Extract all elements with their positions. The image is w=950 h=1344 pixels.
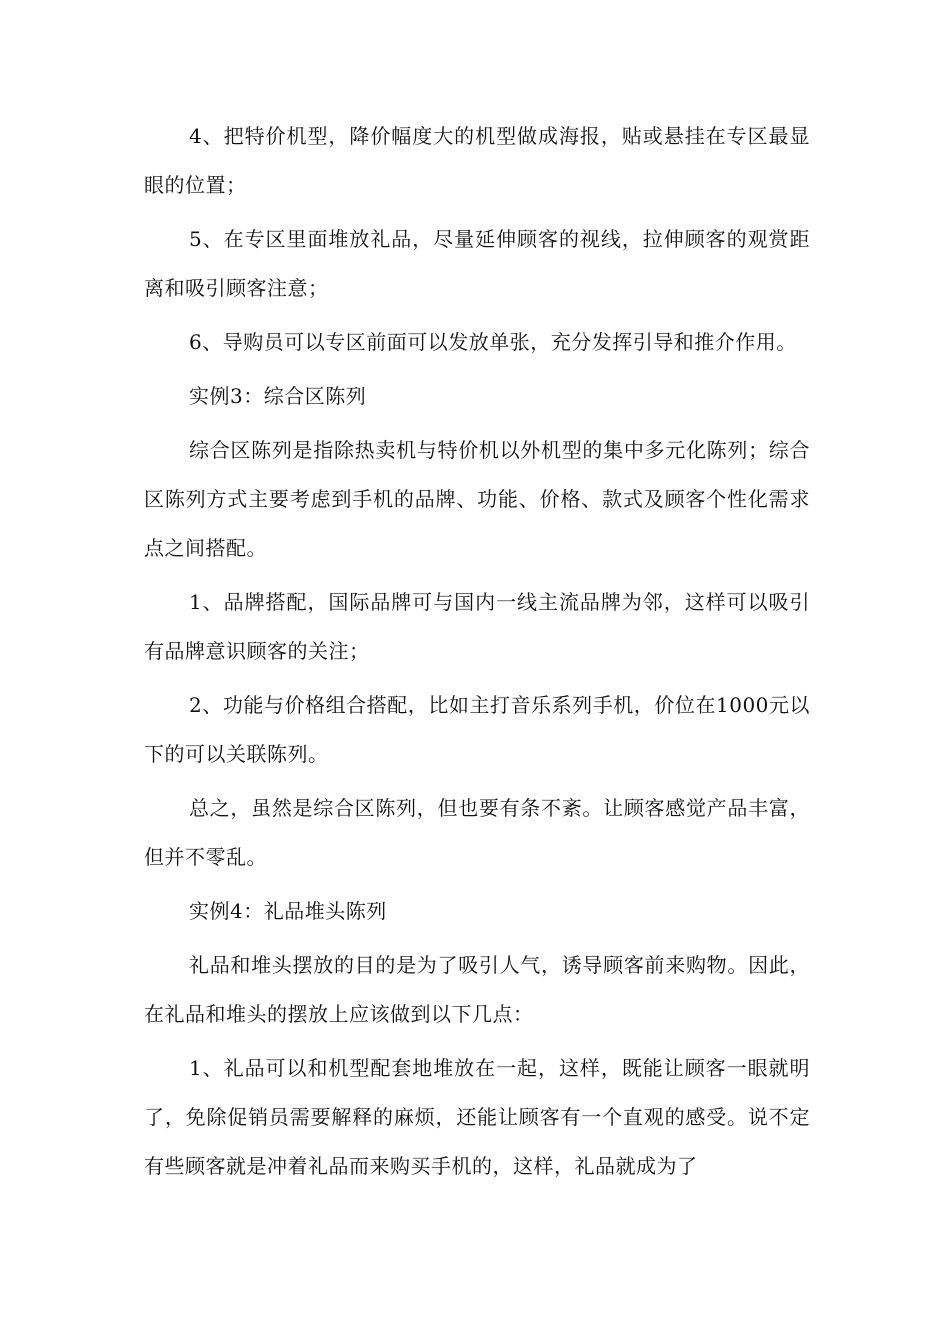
paragraph-brand-pairing: 1、品牌搭配，国际品牌可与国内一线主流品牌为邻，这样可以吸引有品牌意识顾客的关注； xyxy=(144,590,810,663)
paragraph-item-6: 6、导购员可以专区前面可以发放单张，充分发挥引导和推介作用。 xyxy=(189,330,797,354)
section-heading-example-3: 实例3：综合区陈列 xyxy=(189,384,367,408)
paragraph-summary: 总之，虽然是综合区陈列，但也要有条不紊。让顾客感觉产品丰富，但并不零乱。 xyxy=(144,796,810,869)
document-page xyxy=(144,112,810,1196)
paragraph-item-5: 5、在专区里面堆放礼品，尽量延伸顾客的视线，拉伸顾客的观赏距离和吸引顾客注意； xyxy=(144,227,810,300)
paragraph-function-price-pairing: 2、功能与价格组合搭配，比如主打音乐系列手机，价位在1000元以下的可以关联陈列。 xyxy=(144,693,810,766)
paragraph-overview-integrated-display: 综合区陈列是指除热卖机与特价机以外机型的集中多元化陈列；综合区陈列方式主要考虑到手机的品牌、功能、价格、款式及顾客个性化需求点之间搭配。 xyxy=(144,438,810,560)
paragraph-gift-bundling: 1、礼品可以和机型配套地堆放在一起，这样，既能让顾客一眼就明了，免除促销员需要解释的麻烦，还能让顾客有一个直观的感受。说不定有些顾客就是冲着礼品而来购买手机的，这样，礼品就成为了 xyxy=(144,1056,810,1178)
paragraph-gift-display-intro: 礼品和堆头摆放的目的是为了吸引人气，诱导顾客前来购物。因此，在礼品和堆头的摆放上应该做到以下几点： xyxy=(144,953,810,1026)
paragraph-item-4: 4、把特价机型，降价幅度大的机型做成海报，贴或悬挂在专区最显眼的位置； xyxy=(144,124,810,197)
section-heading-example-4: 实例4：礼品堆头陈列 xyxy=(189,899,387,923)
